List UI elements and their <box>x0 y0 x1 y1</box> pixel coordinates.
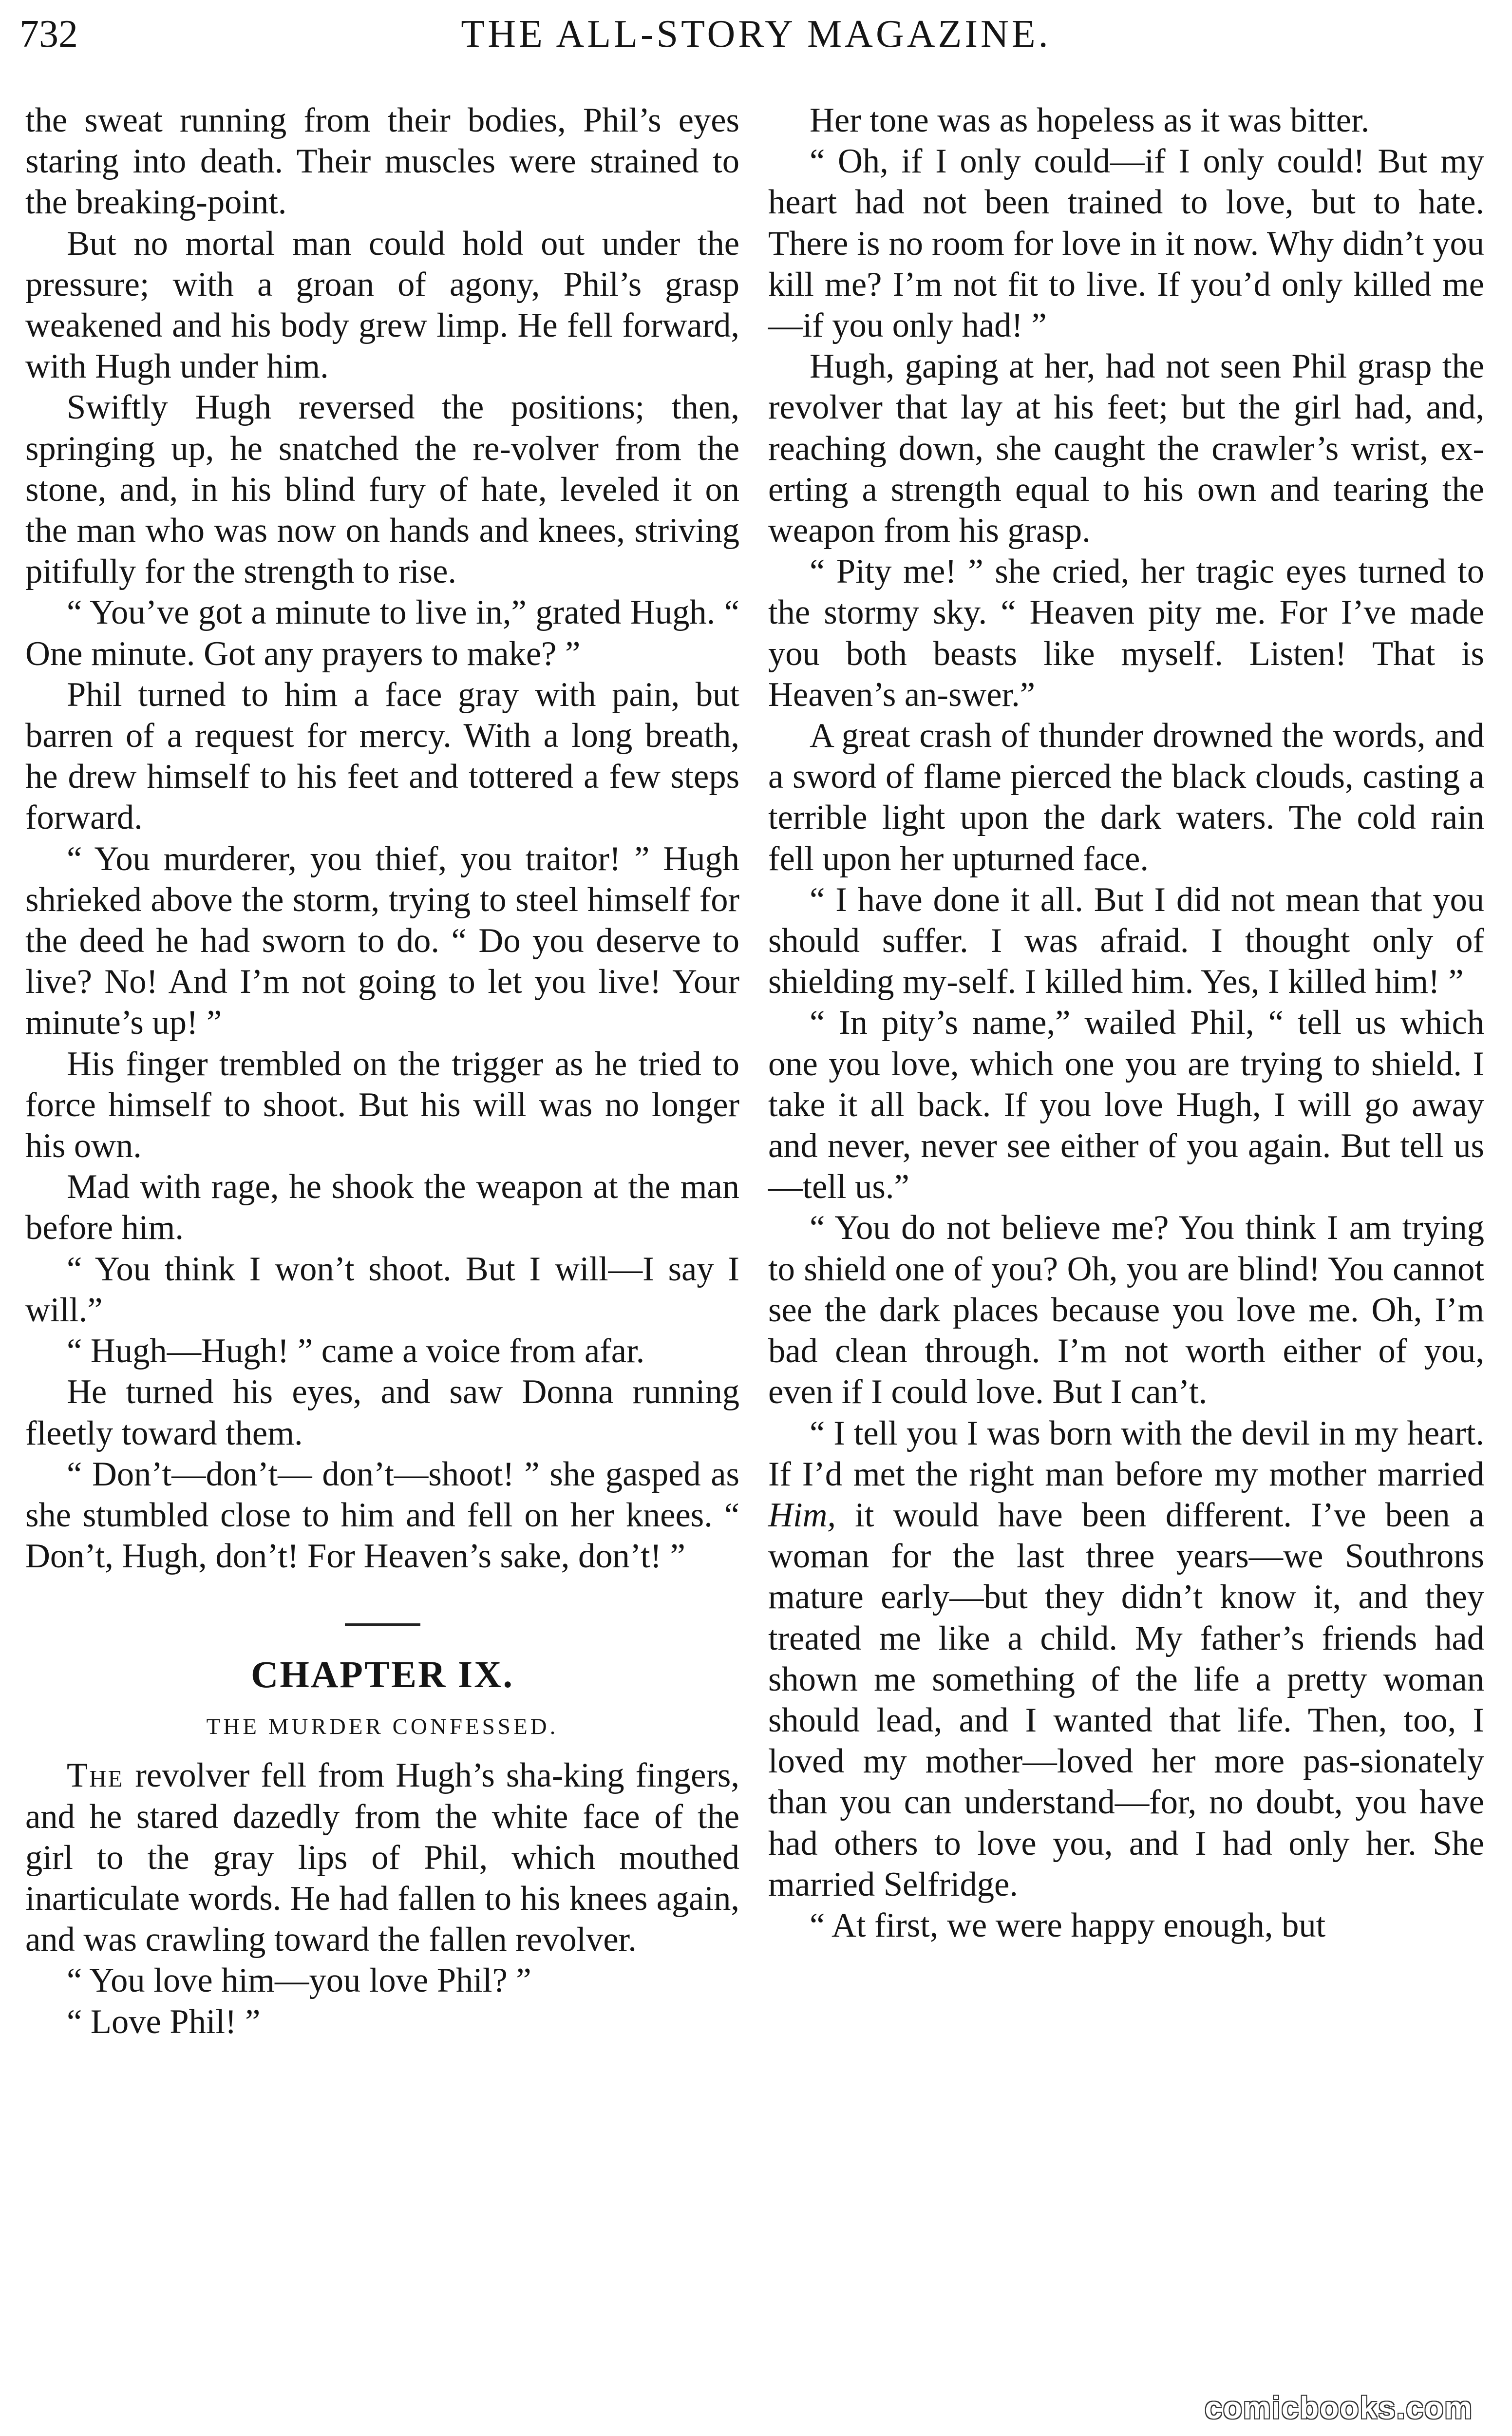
paragraph: “ I have done it all. But I did not mean that you should suffer. I was afraid. I thought only of shielding my-self. I killed him. Yes, I killed him! ” <box>768 880 1484 1001</box>
chapter-subtitle: THE MURDER CONFESSED. <box>206 1714 559 1740</box>
paragraph: “ Hugh—Hugh! ” came a voice from afar. <box>67 1332 645 1370</box>
section-divider <box>345 1623 420 1626</box>
paragraph-last-line: “ At first, we were happy enough, but <box>810 1906 1326 1944</box>
left-column <box>25 100 739 2042</box>
paragraph: “ You do not believe me? You think I am trying to shield one of you? Oh, you are blind! You cannot see the dark places because you love me. Oh, I’m bad clean through. I’m not worth either of you, even if I could love. But I can’t. <box>768 1209 1484 1411</box>
paragraph: Swiftly Hugh reversed the positions; then, springing up, he snatched the re-volver from the stone, and, in his blind fury of hate, leveled it on the man who was now on hands and knees, striving pitifully for the strength to rise. <box>25 388 739 591</box>
paragraph: “ Pity me! ” she cried, her tragic eyes turned to the stormy sky. “ Heaven pity me. For I’ve made you both beasts like myself. Listen! That is Heaven’s an-swer.” <box>768 552 1484 714</box>
paragraph-text: “ I tell you I was born with the devil in my heart. If I’d met the right man before my mother married <box>768 1414 1484 1493</box>
paragraph: “ Love Phil! ” <box>67 2002 261 2041</box>
paragraph: “ Oh, if I only could—if I only could! But my heart had not been trained to love, but to hate. There is no room for love in it now. Why didn’t you kill me? I’m not fit to live. If you’d only killed me—if you only had! ” <box>768 142 1484 345</box>
paragraph: “ You think I won’t shoot. But I will—I say I will.” <box>25 1250 739 1329</box>
opening-word: The <box>67 1756 124 1795</box>
running-head: THE ALL-STORY MAGAZINE. <box>461 13 1051 56</box>
paragraph: “ You murderer, you thief, you traitor! ” Hugh shrieked above the storm, trying to steel himself for the deed he had sworn to do. “ Do you deserve to live? No! And I’m not going to let you live! Your minute’s up! ” <box>25 839 739 1042</box>
paragraph <box>768 1413 1484 1905</box>
paragraph: “ Don’t—don’t— don’t—shoot! ” she gasped as she stumbled close to him and fell on her knees. “ Don’t, Hugh, don’t! For Heaven’s sake, don’t! ” <box>25 1455 739 1576</box>
paragraph: His finger trembled on the trigger as he tried to force himself to shoot. But his will was no longer his own. <box>25 1045 739 1165</box>
paragraph: “ You love him—you love Phil? ” <box>67 1961 531 2000</box>
paragraph: Hugh, gaping at her, had not seen Phil grasp the revolver that lay at his feet; but the girl had, and, reaching down, she caught the crawler’s wrist, ex-erting a strength equal to his own and tearing the weapon from his grasp. <box>768 347 1484 550</box>
paragraph: “ In pity’s name,” wailed Phil, “ tell us which one you love, which one you are trying to shield. I take it all back. If you love Hugh, I will go away and never, never see either of you again. But tell us—tell us.” <box>768 1004 1484 1206</box>
paragraph: Mad with rage, he shook the weapon at the man before him. <box>25 1168 739 1247</box>
paragraph: He turned his eyes, and saw Donna running fleetly toward them. <box>25 1373 739 1452</box>
paragraph: A great crash of thunder drowned the words, and a sword of flame pierced the black clouds, casting a terrible light upon the dark waters. The cold rain fell upon her upturned face. <box>768 717 1484 878</box>
chapter-opening-paragraph <box>25 1755 739 1960</box>
right-column <box>768 100 1484 1946</box>
paragraph: Her tone was as hopeless as it was bitter. <box>810 101 1370 139</box>
paragraph: “ You’ve got a minute to live in,” grated Hugh. “ One minute. Got any prayers to make? ” <box>25 593 739 673</box>
watermark-logo: comicbooks.com <box>1205 2390 1473 2425</box>
paragraph: Phil turned to him a face gray with pain, but barren of a request for mercy. With a long breath, he drew himself to his feet and tottered a few steps forward. <box>25 675 739 837</box>
chapter-title: CHAPTER IX. <box>250 1653 514 1696</box>
paragraph: the sweat running from their bodies, Phil’s eyes staring into death. Their muscles were strained to the breaking-point. <box>25 101 739 222</box>
emphasized-word: Him, <box>768 1496 836 1534</box>
paragraph: But no mortal man could hold out under the pressure; with a groan of agony, Phil’s grasp weakened and his body grew limp. He fell forward, with Hugh under him. <box>25 224 739 386</box>
paragraph-text: it would have been different. I’ve been a woman for the last three years—we Southrons mature early—but they didn’t know it, and they treated me like a child. My father’s friends had shown me something of the life a pretty woman should lead, and I wanted that life. Then, too, I loved my mother—loved her more pas-sionately than you can understand—for, no doubt, you have had others to love you, and I had only her. She married Selfridge. <box>768 1496 1484 1903</box>
opening-text: revolver fell from Hugh’s sha-king fingers, and he stared dazedly from the white face of the girl to the gray lips of Phil, which mouthed inarticulate words. He had fallen to his knees again, and was crawling toward the fallen revolver. <box>25 1756 739 1959</box>
page-number: 732 <box>19 13 78 56</box>
